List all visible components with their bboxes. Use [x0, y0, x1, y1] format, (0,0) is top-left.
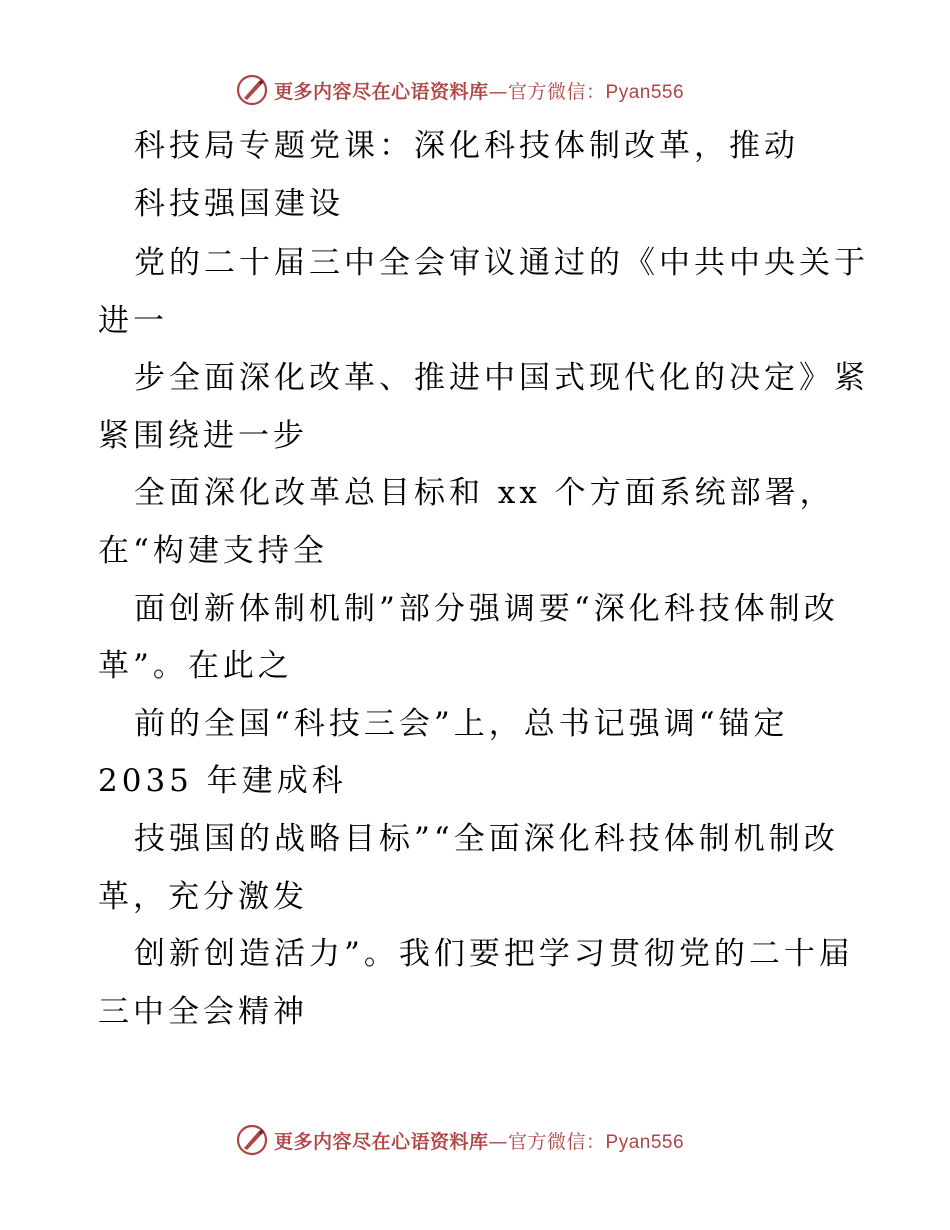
quill-pen-logo-icon	[236, 74, 268, 106]
paragraph-line: 2035 年建成科	[98, 763, 347, 799]
paragraph-line: 创新创造活力”。我们要把学习贯彻党的二十届	[134, 936, 854, 972]
paragraph-line: 技强国的战略目标”“全面深化科技体制机制改	[134, 821, 839, 857]
paragraph-line: 面创新体制机制”部分强调要“深化科技体制改	[134, 591, 839, 627]
paragraph-line: 革”。在此之	[98, 648, 293, 684]
quill-pen-logo-icon	[236, 1124, 268, 1156]
paragraph-line: 进一	[98, 303, 168, 339]
paragraph-line: 革，充分激发	[98, 879, 308, 915]
header-watermark	[236, 72, 684, 108]
paragraph-line: 在“构建支持全	[98, 533, 328, 569]
document-title-line-1: 科技局专题党课：深化科技体制改革，推动	[134, 128, 799, 164]
paragraph-line: 全面深化改革总目标和 xx 个方面系统部署，	[134, 475, 835, 511]
paragraph-line: 党的二十届三中全会审议通过的《中共中央关于	[134, 245, 869, 281]
footer-watermark	[236, 1122, 684, 1158]
paragraph-line: 三中全会精神	[98, 994, 308, 1030]
watermark-text: 更多内容尽在心语资料库—官方微信：Pyan556	[274, 1130, 685, 1153]
paragraph-line: 步全面深化改革、推进中国式现代化的决定》紧	[134, 360, 869, 396]
watermark-text: 更多内容尽在心语资料库—官方微信：Pyan556	[274, 80, 685, 103]
paragraph-line: 前的全国“科技三会”上，总书记强调“锚定	[134, 706, 789, 742]
document-title-line-2: 科技强国建设	[134, 186, 344, 222]
paragraph-line: 紧围绕进一步	[98, 418, 308, 454]
